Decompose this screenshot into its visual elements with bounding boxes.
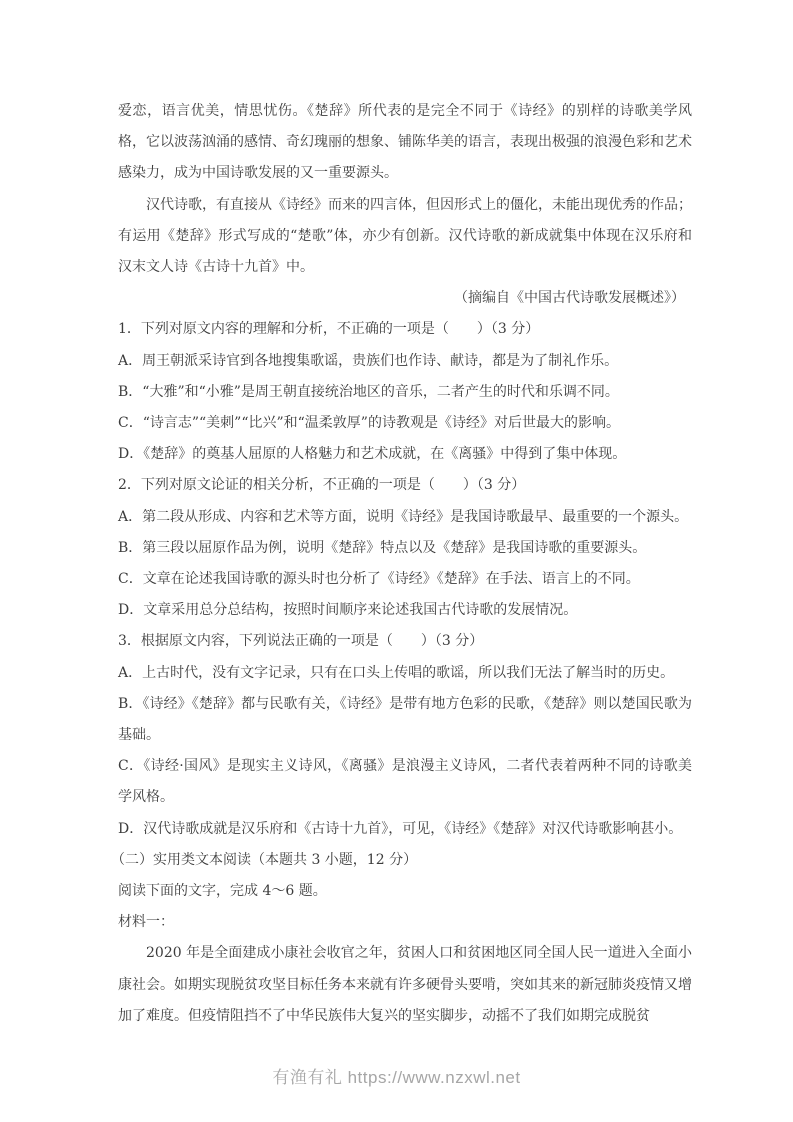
question-1-option-a: A．周王朝派采诗官到各地搜集歌谣，贵族们也作诗、献诗，都是为了制礼作乐。 <box>118 352 619 369</box>
question-3-option-d: D．汉代诗歌成就是汉乐府和《古诗十九首》，可见，《诗经》《楚辞》对汉代诗歌影响甚小。 <box>118 820 683 837</box>
footer-watermark: 有渔有礼 https://www.nzxwl.net <box>272 1068 521 1087</box>
question-1-option-c: C．“诗言志”“美刺”“比兴”和“温柔敦厚”的诗教观是《诗经》对后世最大的影响。 <box>118 415 620 432</box>
question-1-stem: 1．下列对原文内容的理解和分析，不正确的一项是（ ）（3 分） <box>118 321 540 338</box>
page-content <box>111 96 692 1032</box>
question-3-option-b: B．《诗经》《楚辞》都与民歌有关，《诗经》是带有地方色彩的民歌，《楚辞》则以楚国民歌为基础。 <box>118 695 692 744</box>
material-one-paragraph: 2020 年是全面建成小康社会收官之年，贫困人口和贫困地区同全国人民一道进入全面小康社会。如期实现脱贫攻坚目标任务本来就有许多硬骨头要啃，突如其来的新冠肺炎疫情又增加了难度。但疫情阻挡不了中华民族伟大复兴的坚实脚步，动摇不了我们如期完成脱贫 <box>118 945 692 1024</box>
question-1-option-b: B．“大雅”和“小雅”是周王朝直接统治地区的音乐，二者产生的时代和乐调不同。 <box>118 383 619 400</box>
material-one-label: 材料一： <box>118 914 174 931</box>
section-two-heading: （二）实用类文本阅读（本题共 3 小题，12 分） <box>111 851 418 868</box>
source-attribution: （摘编自《中国古代诗歌发展概述》） <box>454 290 685 307</box>
question-2-stem: 2．下列对原文论证的相关分析，不正确的一项是（ ）（3 分） <box>118 477 526 494</box>
article-paragraph-continued: 爱恋，语言优美，情思忧伤。《楚辞》所代表的是完全不同于《诗经》的别样的诗歌美学风格，它以波荡汹涌的感情、奇幻瑰丽的想象、铺陈华美的语言，表现出极强的浪漫色彩和艺术感染力，成为中国诗歌发展的又一重要源头。 <box>118 103 692 182</box>
article-paragraph-han-poetry: 汉代诗歌，有直接从《诗经》而来的四言体，但因形式上的僵化，未能出现优秀的作品；有运用《楚辞》形式写成的“楚歌”体，亦少有创新。汉代诗歌的新成就集中体现在汉乐府和汉末文人诗《古诗十九首》中。 <box>118 196 692 276</box>
question-3-option-a: A．上古时代，没有文字记录，只有在口头上传唱的歌谣，所以我们无法了解当时的历史。 <box>118 664 675 681</box>
reading-instruction: 阅读下面的文字，完成 4～6 题。 <box>118 883 327 900</box>
question-2-option-b: B．第三段以屈原作品为例，说明《楚辞》特点以及《楚辞》是我国诗歌的重要源头。 <box>118 539 647 556</box>
question-3-option-c: C．《诗经·国风》是现实主义诗风，《离骚》是浪漫主义诗风，二者代表着两种不同的诗歌美学风格。 <box>118 758 692 806</box>
question-2-option-a: A．第二段从形成、内容和艺术等方面，说明《诗经》是我国诗歌最早、最重要的一个源头。 <box>118 508 689 525</box>
question-2-option-c: C．文章在论述我国诗歌的源头时也分析了《诗经》《楚辞》在手法、语言上的不同。 <box>118 571 640 588</box>
question-2-option-d: D．文章采用总分总结构，按照时间顺序来论述我国古代诗歌的发展情况。 <box>118 602 578 619</box>
question-1-option-d: D．《楚辞》的奠基人屈原的人格魅力和艺术成就，在《离骚》中得到了集中体现。 <box>118 446 627 463</box>
question-3-stem: 3．根据原文内容，下列说法正确的一项是（ ）（3 分） <box>118 633 484 650</box>
